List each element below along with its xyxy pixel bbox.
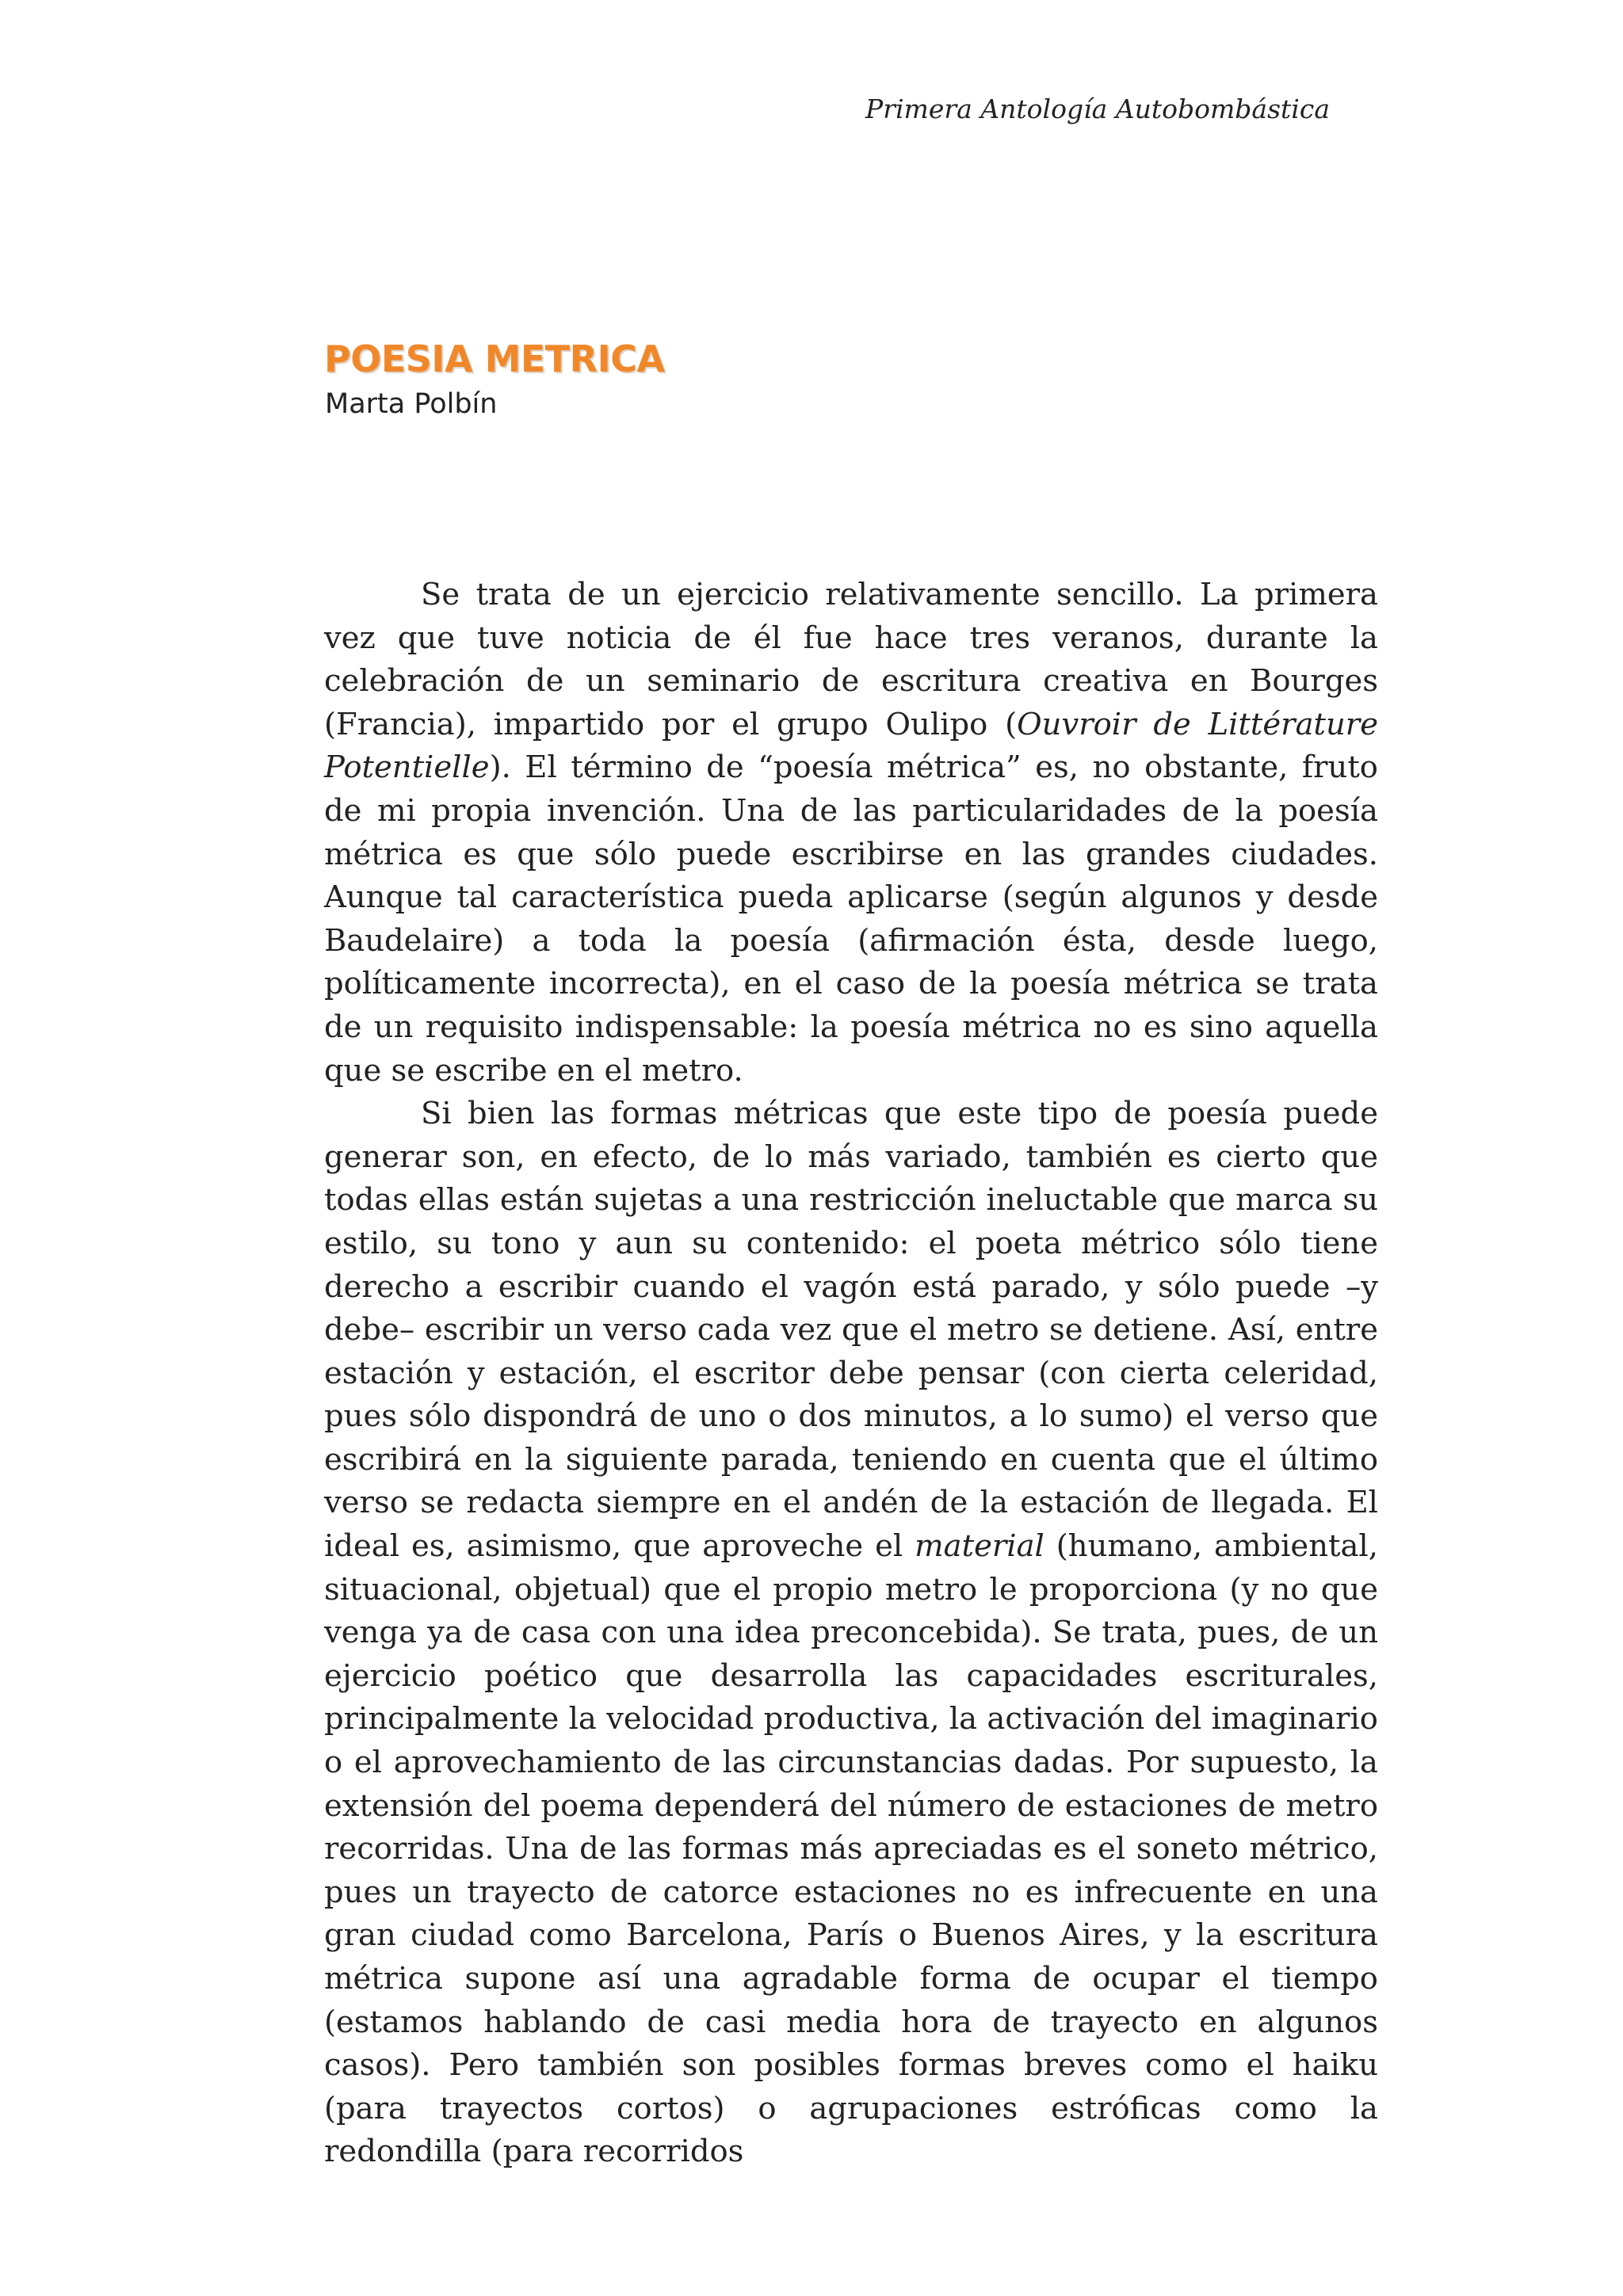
paragraph-text: (humano, ambiental, situacional, objetual) que el propio metro le proporciona (y no que venga ya de casa con una idea preconcebida). Se trata, pues, de un ejercicio poético que desarrolla las capacidades escriturales, principalmente la velocidad productiva, la activación del imaginario o el aprovechamiento de las circunstancias dadas. Por supuesto, la extensión del poema dependerá del número de estaciones de metro recorridas. Una de las formas más apreciadas es el soneto métrico, pues un trayecto de catorce estaciones no es infrecuente en una gran ciudad como Barcelona, París o Buenos Aires, y la escritura métrica supone así una agradable forma de ocupar el tiempo (estamos hablando de casi media hora de trayecto en algunos casos). Pero también son posibles formas breves como el haiku (para trayectos cortos) o agrupaciones estróficas como la redondilla (para recorridos (324, 1528, 1378, 2170)
article-title: POESIA METRICA (324, 338, 665, 380)
paragraph-text: ). El término de “poesía métrica” es, no obstante, fruto de mi propia invención. Una de las particularidades de la poesía métrica es que sólo puede escribirse en las grandes ciudades. Aunque tal característica pueda aplicarse (según algunos y desde Baudelaire) a toda la poesía (afirmación ésta, desde luego, políticamente incorrecta), en el caso de la poesía métrica se trata de un requisito indispensable: la poesía métrica no es sino aquella que se escribe en el metro. (324, 749, 1378, 1089)
article-author: Marta Polbín (325, 388, 498, 420)
body-paragraph (324, 1093, 1378, 2174)
running-header: Primera Antología Autobombástica (865, 93, 1330, 124)
body-paragraph (324, 574, 1378, 1093)
book-title-emphasis: Ouvroir de Littérature Potentielle (324, 706, 1378, 786)
word-emphasis: material (915, 1528, 1044, 1565)
paragraph-text: Si bien las formas métricas que este tipo de poesía puede generar son, en efecto, de lo más variado, también es cierto que todas ellas están sujetas a una restricción ineluctable que marca su estilo, su tono y aun su contenido: el poeta métrico sólo tiene derecho a escribir cuando el vagón está parado, y sólo puede –y debe– escribir un verso cada vez que el metro se detiene. Así, entre estación y estación, el escritor debe pensar (con cierta celeridad, pues sólo dispondrá de uno o dos minutos, a lo sumo) el verso que escribirá en la siguiente parada, teniendo en cuenta que el último verso se redacta siempre en el andén de la estación de llegada. El ideal es, asimismo, que aproveche el (324, 1096, 1378, 1565)
article-body (324, 574, 1378, 2174)
paragraph-text: Se trata de un ejercicio relativamente sencillo. La primera vez que tuve noticia de él fue hace tres veranos, durante la celebración de un seminario de escritura creativa en Bourges (Francia), impartido por el grupo Oulipo ( (324, 577, 1378, 742)
